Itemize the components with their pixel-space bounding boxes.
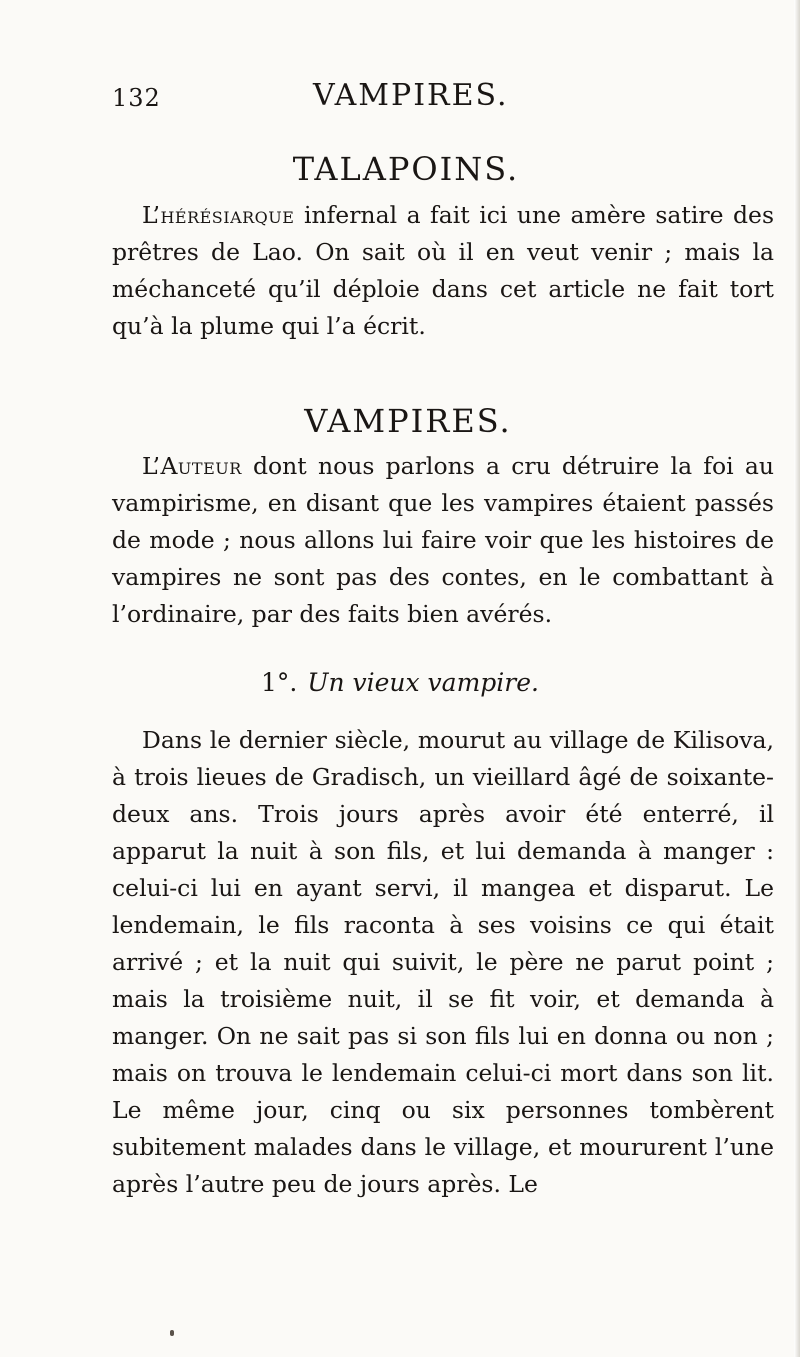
paragraph-text: infernal a fait ici une amère satire des prêtres de Lao. On sait où il en veut venir ; mais la méchanceté qu’il déploie dans cet article ne fait tort qu’à la plume qui l’a écrit.	[112, 201, 774, 340]
lead-word: L’Auteur	[142, 452, 242, 480]
running-head	[0, 78, 800, 118]
page-number: 132	[112, 84, 161, 112]
paragraph-vieux-vampire: Dans le dernier siècle, mourut au village de Kilisova, à trois lieues de Gradisch, un vieillard âgé de soixante-deux ans. Trois jours après avoir été enterré, il apparut la nuit à son fils, et lui demanda à manger : celui-ci lui en ayant servi, il mangea et disparut. Le lendemain, le fils raconta à ses voisins ce qui était arrivé ; et la nuit qui suivit, le père ne parut point ; mais la troisième nuit, il se fit voir, et demanda à manger. On ne sait pas si son fils lui en donna ou non ; mais on trouva le lendemain celui-ci mort dans son lit. Le même jour, cinq ou six personnes tombèrent subitement malades dans le village, et moururent l’une après l’autre peu de jours après. Le	[112, 726, 774, 1198]
paragraph-talapoins	[112, 197, 774, 345]
section-heading-vampires: VAMPIRES.	[304, 402, 512, 440]
section-heading-talapoins: TALAPOINS.	[292, 150, 520, 188]
running-title: VAMPIRES.	[313, 78, 509, 113]
paragraph-vampires-intro	[112, 448, 774, 633]
paragraph-text: dont nous parlons a cru détruire la foi au vampirisme, en disant que les vampires étaient passés de mode ; nous allons lui faire voir que les histoires de vampires ne sont pas des contes, en le combattant à l’ordinaire, par des faits bien avérés.	[112, 452, 774, 628]
lead-word: L’hérésiarque	[142, 201, 295, 229]
subsection-number: 1°.	[261, 668, 298, 697]
subsection-heading	[0, 668, 800, 697]
subsection-title: Un vieux vampire.	[307, 668, 539, 697]
ink-speck	[170, 1330, 174, 1336]
